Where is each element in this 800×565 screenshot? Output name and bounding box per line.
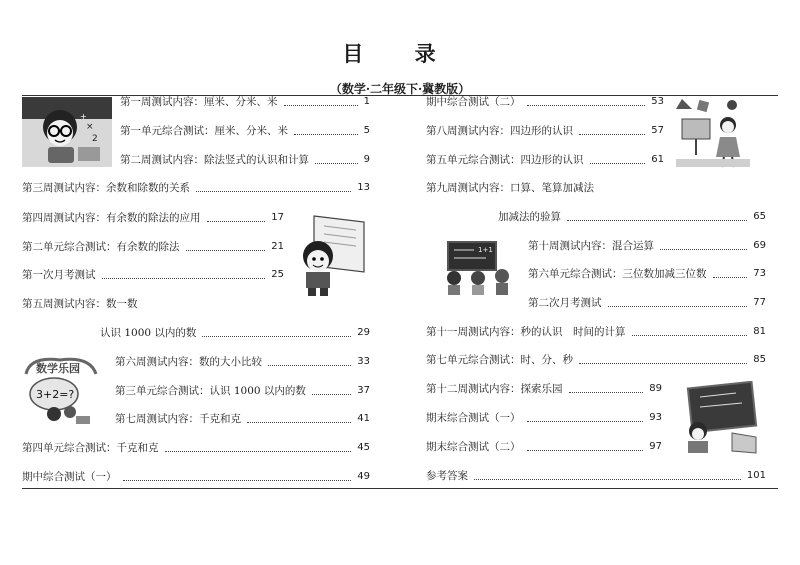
toc-entry-page: 41	[357, 413, 370, 424]
toc-entry-title: 第一周测试内容：厘米、分米、米	[120, 96, 278, 108]
leader-dots	[608, 306, 748, 307]
boy-at-chalkboard-illustration	[676, 381, 760, 457]
leader-dots	[579, 363, 747, 364]
toc-entry-page: 45	[357, 442, 370, 453]
leader-dots	[590, 163, 646, 164]
toc-entry-page: 13	[357, 182, 370, 193]
toc-entry-title: 第七周测试内容：千克和克	[115, 413, 241, 425]
leader-dots	[102, 278, 266, 279]
toc-entry[interactable]	[22, 440, 370, 456]
toc-entry-title: 第十二周测试内容：探索乐园	[426, 383, 563, 395]
leader-dots	[294, 134, 358, 135]
toc-entry[interactable]	[22, 239, 284, 255]
toc-entry[interactable]	[426, 410, 662, 426]
boy-with-glasses-illustration	[22, 97, 112, 167]
toc-entry-page: 17	[271, 212, 284, 223]
toc-entry-title: 第九周测试内容：口算、笔算加减法	[426, 182, 594, 194]
toc-entry[interactable]	[115, 411, 370, 427]
toc-entry[interactable]	[426, 94, 664, 110]
toc-entry-title: 第八周测试内容：四边形的认识	[426, 125, 573, 137]
toc-entry-title: 第二单元综合测试：有余数的除法	[22, 241, 180, 253]
toc-entry-page: 85	[753, 354, 766, 365]
leader-dots	[527, 450, 644, 451]
toc-entry[interactable]	[426, 381, 662, 397]
toc-entry-title: 第四单元综合测试：千克和克	[22, 442, 159, 454]
leader-dots	[527, 421, 644, 422]
toc-entry-title: 参考答案	[426, 470, 468, 482]
toc-entry[interactable]	[498, 209, 766, 225]
toc-entry[interactable]	[426, 468, 766, 484]
toc-entry-page: 21	[271, 241, 284, 252]
toc-entry-page: 89	[649, 383, 662, 394]
toc-entry[interactable]	[22, 180, 370, 196]
leader-dots	[527, 105, 646, 106]
leader-dots	[284, 105, 358, 106]
toc-entry-page: 57	[651, 125, 664, 136]
toc-entry-page: 49	[357, 471, 370, 482]
kids-math-board-illustration	[20, 352, 102, 430]
toc-entry-page: 101	[746, 470, 766, 481]
toc-entry[interactable]	[426, 324, 766, 340]
toc-entry-title: 期中综合测试（一）	[22, 471, 117, 483]
leader-dots	[315, 163, 358, 164]
leader-dots	[567, 220, 747, 221]
toc-entry-title: 第五单元综合测试：四边形的认识	[426, 154, 584, 166]
toc-entry-page: 9	[363, 154, 370, 165]
toc-entry-title: 第六单元综合测试：三位数加减三位数	[528, 268, 707, 280]
svg-text:+: +	[80, 112, 87, 121]
toc-entry-page: 29	[357, 327, 370, 338]
toc-entry-title: 第二次月考测试	[528, 297, 602, 309]
toc-entry[interactable]	[426, 180, 686, 196]
bottom-rule	[22, 488, 778, 489]
leader-dots	[186, 250, 266, 251]
leader-dots	[579, 134, 645, 135]
leader-dots	[165, 451, 352, 452]
toc-entry-page: 53	[651, 96, 664, 107]
toc-entry[interactable]	[120, 123, 370, 139]
svg-text:3+2=?: 3+2=?	[36, 388, 75, 401]
toc-entry[interactable]	[120, 94, 370, 110]
toc-entry-page: 69	[753, 240, 766, 251]
toc-entry[interactable]	[22, 210, 284, 226]
toc-entry-title: 第七单元综合测试：时、分、秒	[426, 354, 573, 366]
toc-entry[interactable]	[528, 295, 766, 311]
boy-with-book-illustration	[294, 212, 370, 298]
leader-dots	[207, 221, 266, 222]
toc-entry-title: 第四周测试内容：有余数的除法的应用	[22, 212, 201, 224]
toc-entry-title: 第十一周测试内容：秒的认识 时间的计算	[426, 326, 626, 338]
toc-entry-page: 73	[753, 268, 766, 279]
toc-entry-title: 第十周测试内容：混合运算	[528, 240, 654, 252]
toc-entry[interactable]	[426, 123, 664, 139]
toc-entry-title: 第一次月考测试	[22, 269, 96, 281]
toc-entry-page: 93	[649, 412, 662, 423]
toc-entry-title: 第三周测试内容：余数和除数的关系	[22, 182, 190, 194]
toc-entry-page: 81	[753, 326, 766, 337]
toc-entry-title: 认识 1000 以内的数	[100, 327, 197, 339]
toc-entry-page: 25	[271, 269, 284, 280]
girl-with-shapes-illustration	[672, 97, 754, 171]
toc-entry[interactable]	[426, 439, 662, 455]
toc-entry[interactable]	[528, 266, 766, 282]
toc-entry-page: 65	[753, 211, 766, 222]
leader-dots	[312, 394, 351, 395]
toc-entry-title: 加减法的验算	[498, 211, 561, 223]
svg-text:数学乐园: 数学乐园	[36, 362, 80, 375]
kids-at-blackboard-illustration	[430, 238, 522, 298]
svg-text:1+1: 1+1	[478, 246, 493, 254]
leader-dots	[713, 277, 748, 278]
toc-entry[interactable]	[22, 469, 370, 485]
toc-entry[interactable]	[100, 325, 370, 341]
page-title: 目 录	[342, 41, 458, 66]
leader-dots	[660, 249, 747, 250]
toc-entry-title: 第六周测试内容：数的大小比较	[115, 356, 262, 368]
leader-dots	[202, 336, 351, 337]
toc-entry[interactable]	[22, 296, 222, 312]
toc-entry-title: 第一单元综合测试：厘米、分米、米	[120, 125, 288, 137]
toc-entry[interactable]	[426, 152, 664, 168]
toc-entry[interactable]	[115, 354, 370, 370]
leader-dots	[247, 422, 351, 423]
toc-entry-page: 1	[363, 96, 370, 107]
toc-entry-page: 77	[753, 297, 766, 308]
toc-entry-title: 期末综合测试（一）	[426, 412, 521, 424]
toc-entry-title: 期末综合测试（二）	[426, 441, 521, 453]
leader-dots	[474, 479, 741, 480]
svg-text:2: 2	[92, 134, 98, 144]
toc-entry[interactable]	[528, 238, 766, 254]
leader-dots	[196, 191, 351, 192]
toc-entry[interactable]	[120, 152, 370, 168]
toc-entry-title: 第三单元综合测试：认识 1000 以内的数	[115, 385, 306, 397]
leader-dots	[123, 480, 352, 481]
leader-dots	[632, 335, 748, 336]
toc-entry-page: 37	[357, 385, 370, 396]
svg-text:×: ×	[86, 122, 94, 132]
toc-entry-page: 5	[363, 125, 370, 136]
page-subtitle: （数学·二年级下·冀教版）	[329, 82, 471, 96]
toc-entry-title: 第五周测试内容：数一数	[22, 298, 138, 310]
leader-dots	[268, 365, 351, 366]
leader-dots	[569, 392, 644, 393]
toc-entry[interactable]	[426, 352, 766, 368]
toc-entry-page: 61	[651, 154, 664, 165]
toc-entry[interactable]	[115, 383, 370, 399]
toc-entry[interactable]	[22, 267, 284, 283]
toc-entry-title: 第二周测试内容：除法竖式的认识和计算	[120, 154, 309, 166]
toc-entry-page: 33	[357, 356, 370, 367]
toc-entry-page: 97	[649, 441, 662, 452]
toc-entry-title: 期中综合测试（二）	[426, 96, 521, 108]
